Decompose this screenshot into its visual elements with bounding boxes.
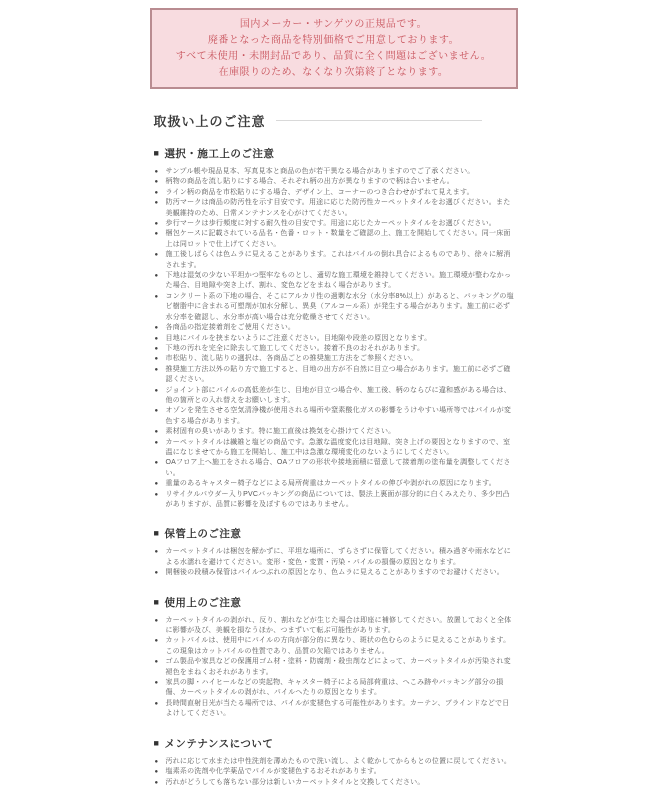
notice-item xyxy=(154,767,516,777)
notice-item xyxy=(154,427,516,437)
dot-bullet-icon: ● xyxy=(154,200,159,207)
section-item-list xyxy=(154,757,516,788)
square-bullet-icon: ■ xyxy=(153,148,160,158)
notice-item-text: オゾンを発生させる空気清浄機が使用される場所や窒素酸化ガスの影響をうけやすい場所等ではパイルが変色する場合があります。 xyxy=(165,407,512,425)
notice-item xyxy=(154,657,516,678)
notice-item-text: 塩素系の洗剤や化学薬品でパイルが変褪色するおそれがあります。 xyxy=(165,768,381,776)
notice-item xyxy=(154,438,516,459)
notice-item-text: 歩行マークは歩行頻度に対する耐久性の目安です。用途に応じたカーペットタイルをお選びください。 xyxy=(165,220,496,228)
notice-item-text: 柄物の商品を流し貼りにする場合、それぞれ柄の出方が異なりますので柄は合いません。 xyxy=(165,178,454,186)
notice-item xyxy=(154,198,516,219)
notice-item xyxy=(154,616,516,637)
notice-item-text: ジョイント部にパイルの高低差が生じ、目地が目立つ場合や、施工後、柄のならびに違和感がある場合は、他の箇所との入れ替えをお願いします。 xyxy=(165,386,511,404)
notice-item xyxy=(154,323,516,333)
notice-item-text: カーペットタイルは梱包を解かずに、平坦な場所に、ずらさずに保管してください。積み過ぎや雨水などによる水濡れを避けてください。変形・変色・変質・汚染・パイルの損傷の原因となります。 xyxy=(165,548,511,566)
notice-item-text: OAフロア上へ施工をされる場合、OAフロアの形状や接地面積に留意して接着剤の塗布量を調整してください。 xyxy=(165,459,511,477)
notice-item xyxy=(154,292,516,323)
dot-bullet-icon: ● xyxy=(154,293,159,300)
dot-bullet-icon: ● xyxy=(154,252,159,259)
section-header xyxy=(154,595,518,610)
section-title: 選択・施工上のご注意 xyxy=(164,148,275,160)
notice-item xyxy=(154,386,516,407)
notice-item-text: リサイクルパウダー入りPVCバッキングの商品については、製法上裏面が部分的に白くみえたり、多少凹凸がありますが、品質に影響を及ぼすものではありません。 xyxy=(165,490,510,508)
notice-item xyxy=(154,271,516,292)
dot-bullet-icon: ● xyxy=(154,549,159,556)
notice-item xyxy=(154,177,516,187)
dot-bullet-icon: ● xyxy=(154,429,159,436)
notice-item xyxy=(154,547,516,568)
section-header xyxy=(154,146,518,161)
square-bullet-icon: ■ xyxy=(153,528,160,539)
notice-item-text: 長時間直射日光が当たる場所では、パイルが変褪色する可能性があります。カーテン、ブラインドなどで日よけしてください。 xyxy=(165,699,510,718)
section-selection-installation xyxy=(150,146,518,510)
notice-item xyxy=(154,678,516,699)
notice-item-text: ゴム製品や家具などの保護用ゴム材・塗料・防腐剤・殺虫剤などによって、カーペットタイルが汚染され変褪色をまねくおそれがあります。 xyxy=(165,658,511,676)
dot-bullet-icon: ● xyxy=(154,189,159,196)
page-title: 取扱い上のご注意 xyxy=(153,114,266,129)
notice-item-text: 各商品の指定接着剤をご使用ください。 xyxy=(165,324,296,332)
seller-notice-line: 在庫限りのため、なくなり次第終了となります。 xyxy=(218,67,449,78)
dot-bullet-icon: ● xyxy=(154,769,159,776)
dot-bullet-icon: ● xyxy=(154,356,159,363)
notice-item xyxy=(154,334,516,344)
dot-bullet-icon: ● xyxy=(154,366,159,373)
notice-item-text: 汚れがどうしても落ちない部分は新しいカーペットタイルと交換してください。 xyxy=(165,778,425,786)
dot-bullet-icon: ● xyxy=(154,231,159,238)
notice-item-text: 推奨施工方法以外の貼り方で施工すると、目地の出方が不自然に目立つ場合があります。施工前に必ずご確認ください。 xyxy=(165,365,511,384)
dot-bullet-icon: ● xyxy=(154,179,159,186)
section-storage xyxy=(150,526,518,578)
title-divider xyxy=(276,120,482,121)
product-notice-page xyxy=(150,0,518,788)
notice-item xyxy=(154,188,516,198)
dot-bullet-icon: ● xyxy=(154,491,159,498)
seller-notice-line: すべて未使用・未開封品であり、品質に全く問題はございません。 xyxy=(175,51,492,62)
notice-item xyxy=(154,699,516,720)
square-bullet-icon: ■ xyxy=(153,737,160,748)
dot-bullet-icon: ● xyxy=(154,221,159,228)
notice-item-text: 開梱後の段積み保管はパイルつぶれの原因となり、色ムラに見えることがありますのでお避けください。 xyxy=(165,569,504,577)
section-header xyxy=(154,736,518,751)
notice-item-text: カットパイルは、使用中にパイルの方向が部分的に異なり、斑状の色むらのように見えることがあります。この現象はカットパイルの性質であり、品質の欠陥ではありません。 xyxy=(165,637,511,655)
notice-item xyxy=(154,229,516,250)
notice-item xyxy=(154,778,516,788)
notice-item xyxy=(154,458,516,479)
notice-item-text: 市松貼り、流し貼りの選択は、各商品ごとの推奨施工方法をご参照ください。 xyxy=(165,355,418,363)
notice-item-text: 梱包ケースに記載されている品名・色番・ロット・数量をご確認の上、施工を開始してください。同一床面上は同ロットで仕上げてください。 xyxy=(165,230,511,248)
dot-bullet-icon: ● xyxy=(154,638,159,645)
seller-notice-line: 廃番となった商品を特別価格でご用意しております。 xyxy=(207,35,460,46)
dot-bullet-icon: ● xyxy=(154,481,159,488)
notice-item-text: カーペットタイルの剥がれ、反り、割れなどが生じた場合は即座に補修してください。放置しておくと全体に影響が及び、美観を損なうほか、つまずいて転ぶ可能性があります。 xyxy=(165,616,512,635)
notice-item xyxy=(154,757,516,767)
notice-item xyxy=(154,490,516,511)
notice-item xyxy=(154,354,516,364)
notice-item-text: 重量のあるキャスター椅子などによる局所荷重はカーペットタイルの伸びや剥がれの原因になります。 xyxy=(165,480,496,488)
section-item-list xyxy=(154,547,516,578)
dot-bullet-icon: ● xyxy=(154,570,159,577)
seller-notice-box xyxy=(150,8,518,89)
dot-bullet-icon: ● xyxy=(154,325,159,332)
dot-bullet-icon: ● xyxy=(154,758,159,765)
dot-bullet-icon: ● xyxy=(154,345,159,352)
section-header xyxy=(154,526,518,541)
section-item-list xyxy=(154,616,516,720)
notice-item-text: コンクリート系の下地の場合、そこにアルカリ性の過剰な水分（水分率8%以上）があると、バッキングの塩ビ樹脂中に含まれる可塑剤が加水分解し、異臭（アルコール系）が発生する場合があります。施工前に必ず水分率を確認し、水分率が高い場合は充分乾燥させてください。 xyxy=(165,292,514,321)
section-title: 保管上のご注意 xyxy=(164,528,242,541)
square-bullet-icon: ■ xyxy=(153,596,160,607)
notice-item xyxy=(154,250,516,271)
dot-bullet-icon: ● xyxy=(154,439,159,446)
notice-item xyxy=(154,479,516,489)
dot-bullet-icon: ● xyxy=(154,387,159,394)
notice-item-text: ライン柄の商品を市松貼りにする場合、デザイン上、コーナーのつき合わせがずれて見えます。 xyxy=(165,188,474,196)
notice-item-text: カーペットタイルは繊維と塩ビの商品です。急激な温度変化は目地隙、突き上げの要因となりますので、室温になじませてから施工を開始し、施工中は急激な環境変化のないようにしてください。 xyxy=(165,438,511,456)
page-title-row xyxy=(150,111,518,130)
notice-item xyxy=(154,219,516,229)
dot-bullet-icon: ● xyxy=(154,335,159,342)
notice-item-text: 防汚マークは商品の防汚性を示す目安です。用途に応じた防汚性カーペットタイルをお選びください。また美観維持のため、日常メンテナンスを心がけてください。 xyxy=(165,199,511,217)
notice-item-text: 素材固有の臭いがあります。特に施工直後は換気を心掛けてください。 xyxy=(165,428,396,436)
dot-bullet-icon: ● xyxy=(154,680,159,687)
dot-bullet-icon: ● xyxy=(154,169,159,175)
notice-item-text: 施工後しばらくは色ムラに見えることがあります。これはパイルの倒れ具合によるものであり、徐々に解消されます。 xyxy=(165,251,511,269)
dot-bullet-icon: ● xyxy=(154,659,159,666)
notice-item-text: 下地の汚れを完全に除去して施工してください。接着不良のおそれがあります。 xyxy=(165,344,425,352)
section-maintenance xyxy=(150,736,518,788)
notice-item xyxy=(154,167,516,177)
notice-item-text: 汚れに応じて水または中性洗剤を薄めたもので洗い流し、よく乾かしてからもとの位置に戻してください。 xyxy=(165,757,512,765)
notice-item xyxy=(154,636,516,657)
notice-item xyxy=(154,344,516,354)
seller-notice-line: 国内メーカー・サンゲツの正規品です。 xyxy=(239,19,428,30)
notice-item-text: 家具の脚・ハイヒールなどの突起物、キャスター椅子による局部荷重は、へこみ跡やバッキング部分の損傷、カーペットタイルの剥がれ、パイルへたりの原因となります。 xyxy=(165,679,504,697)
notice-item xyxy=(154,568,516,578)
notice-item xyxy=(154,406,516,427)
dot-bullet-icon: ● xyxy=(154,779,159,786)
section-title: 使用上のご注意 xyxy=(164,596,242,609)
notice-item xyxy=(154,365,516,386)
notice-item-text: 下地は湿気の少ない平坦かつ堅牢なものとし、適切な施工環境を維持してください。施工環境が整わなかった場合、目地隙や突き上げ、割れ、変色などをまねく場合があります。 xyxy=(165,272,512,290)
section-title: メンテナンスについて xyxy=(164,737,274,750)
section-usage xyxy=(150,595,518,720)
dot-bullet-icon: ● xyxy=(154,408,159,415)
section-item-list xyxy=(154,167,516,510)
dot-bullet-icon: ● xyxy=(154,273,159,280)
dot-bullet-icon: ● xyxy=(154,617,159,624)
dot-bullet-icon: ● xyxy=(154,700,159,707)
notice-item-text: サンプル帳や現品見本、写真見本と商品の色が若干異なる場合がありますのでご了承ください。 xyxy=(165,168,475,175)
dot-bullet-icon: ● xyxy=(154,460,159,467)
notice-item-text: 目地にパイルを挟まないようにご注意ください。目地隙や段差の原因となります。 xyxy=(165,334,432,342)
